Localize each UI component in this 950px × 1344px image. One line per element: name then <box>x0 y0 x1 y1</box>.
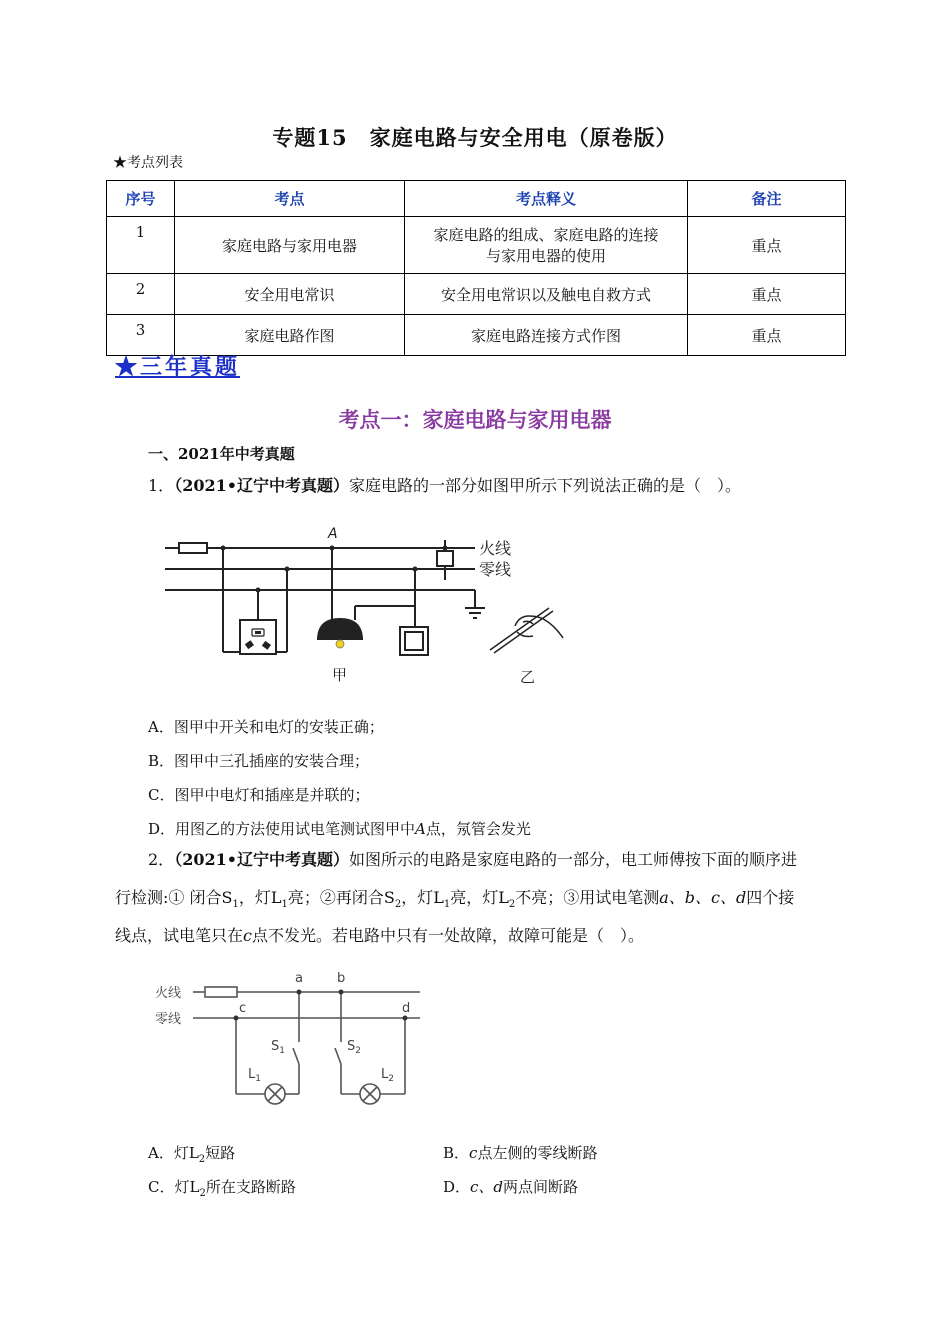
lamp-shade-icon <box>317 618 363 640</box>
point-variables: a、b、c、d <box>659 888 747 907</box>
question-2-line2 <box>115 880 794 923</box>
option-text: C．灯L <box>148 1178 200 1196</box>
point-variable: A <box>415 820 426 838</box>
point-c-label: c <box>239 1001 247 1016</box>
col-header-num: 序号 <box>107 181 175 217</box>
question-number: 1． <box>148 476 175 495</box>
cell-note: 重点 <box>688 217 846 274</box>
test-pen-hand-icon <box>490 608 563 653</box>
neutral-wire-label: 零线 <box>155 1012 182 1027</box>
point-b-label: b <box>337 971 346 986</box>
cell-desc: 安全用电常识以及触电自救方式 <box>405 274 688 315</box>
subscript: 1 <box>281 899 288 911</box>
cell-desc: 家庭电路连接方式作图 <box>405 315 688 356</box>
col-header-desc: 考点释义 <box>405 181 688 217</box>
question-text: 线点，试电笔只在 <box>115 926 244 945</box>
question-text: 行检测:① 闭合S <box>115 888 233 907</box>
kaodian-one-title: 考点一：家庭电路与家用电器 <box>338 407 612 432</box>
page-title: 专题15 家庭电路与安全用电（原卷版） <box>272 125 678 150</box>
cell-note: 重点 <box>688 315 846 356</box>
point-a-label: a <box>295 971 303 986</box>
table-row <box>107 217 846 274</box>
q2-option-b <box>443 1142 597 1163</box>
option-text: 所在支路断路 <box>205 1178 296 1196</box>
question-2-line3 <box>115 918 644 954</box>
question-source-tag: （2021•辽宁中考真题） <box>174 476 349 495</box>
question-number: 2． <box>148 850 175 869</box>
lamp-l2-label: $L_2$ <box>381 1067 394 1084</box>
question-text: 点不发光。若电路中只有一处故障，故障可能是（ ）。 <box>251 926 644 945</box>
point-variables: c、d <box>470 1178 504 1196</box>
q1-option-a: A．图甲中开关和电灯的安装正确； <box>148 718 384 736</box>
neutral-wire-label: 零线 <box>479 560 512 579</box>
kaodian-list-label: ★考点列表 <box>113 155 183 171</box>
cell-num: 2 <box>107 274 175 315</box>
sub-section-heading: 一、2021年中考真题 <box>148 445 295 463</box>
live-wire-label: 火线 <box>155 986 182 1001</box>
q1-option-d <box>148 818 531 839</box>
q1-option-b: B．图甲中三孔插座的安装合理； <box>148 752 370 770</box>
figure-q2-circuit <box>155 968 425 1118</box>
question-text: 四个接 <box>746 888 795 907</box>
point-a-label: A <box>328 526 338 542</box>
kaodian-table <box>106 180 846 356</box>
col-header-topic: 考点 <box>175 181 405 217</box>
figure-yi-label: 乙 <box>520 668 536 686</box>
switch-s1-label: $S_1$ <box>271 1039 285 1056</box>
lamp-l1-label: $L_1$ <box>248 1067 261 1084</box>
cell-topic: 家庭电路与家用电器 <box>175 217 405 274</box>
cell-topic: 安全用电常识 <box>175 274 405 315</box>
option-text: 点左侧的零线断路 <box>477 1144 598 1162</box>
option-text: D．用图乙的方法使用试电笔测试图甲中 <box>148 820 416 838</box>
cell-num: 1 <box>107 217 175 274</box>
switch-s2-label: $S_2$ <box>347 1039 361 1056</box>
q2-option-c <box>148 1176 296 1199</box>
q1-option-c: C．图甲中电灯和插座是并联的； <box>148 786 370 804</box>
question-text: 家庭电路的一部分如图甲所示下列说法正确的是（ ）。 <box>348 476 741 495</box>
point-d-label: d <box>402 1001 411 1016</box>
question-text: ，灯L <box>401 888 444 907</box>
question-text: 亮；②再闭合S <box>287 888 395 907</box>
question-2-line1 <box>148 842 797 878</box>
option-text: 点，氖管会发光 <box>425 820 531 838</box>
option-text: 短路 <box>205 1144 236 1162</box>
table-row <box>107 274 846 315</box>
q2-option-d <box>443 1176 578 1197</box>
cell-topic: 家庭电路作图 <box>175 315 405 356</box>
q2-option-a <box>148 1142 235 1165</box>
subscript: 2 <box>394 899 402 911</box>
point-variable: c <box>243 926 252 945</box>
subscript: 2 <box>508 899 516 911</box>
question-1-stem <box>148 468 741 504</box>
question-text: ，灯L <box>238 888 282 907</box>
figure-jia-yi-circuit <box>165 522 585 692</box>
three-years-heading: ★三年真题 <box>115 354 241 380</box>
option-text: 两点间断路 <box>503 1178 579 1196</box>
option-text: A．灯L <box>148 1144 199 1162</box>
cell-num: 3 <box>107 315 175 356</box>
subscript: 1 <box>232 899 239 911</box>
cell-note: 重点 <box>688 274 846 315</box>
cell-desc <box>405 217 688 274</box>
question-text: 亮，灯L <box>450 888 509 907</box>
live-wire-label: 火线 <box>479 539 512 558</box>
option-text: D． <box>443 1178 471 1196</box>
question-text: 不亮；③用试电笔测 <box>515 888 660 907</box>
point-variable: c <box>469 1144 478 1162</box>
option-text: B． <box>443 1144 470 1162</box>
col-header-note: 备注 <box>688 181 846 217</box>
question-text: 如图所示的电路是家庭电路的一部分，电工师傅按下面的顺序进 <box>348 850 797 869</box>
question-source-tag: （2021•辽宁中考真题） <box>174 850 349 869</box>
subscript: 2 <box>198 1154 206 1165</box>
table-header-row <box>107 181 846 217</box>
bulb-icon <box>336 640 344 648</box>
subscript: 1 <box>443 899 451 911</box>
cell-desc-line: 家庭电路的组成、家庭电路的连接 <box>433 226 659 244</box>
cell-desc-line: 与家用电器的使用 <box>485 247 606 265</box>
subscript: 2 <box>199 1188 206 1199</box>
figure-jia-label: 甲 <box>332 666 348 684</box>
